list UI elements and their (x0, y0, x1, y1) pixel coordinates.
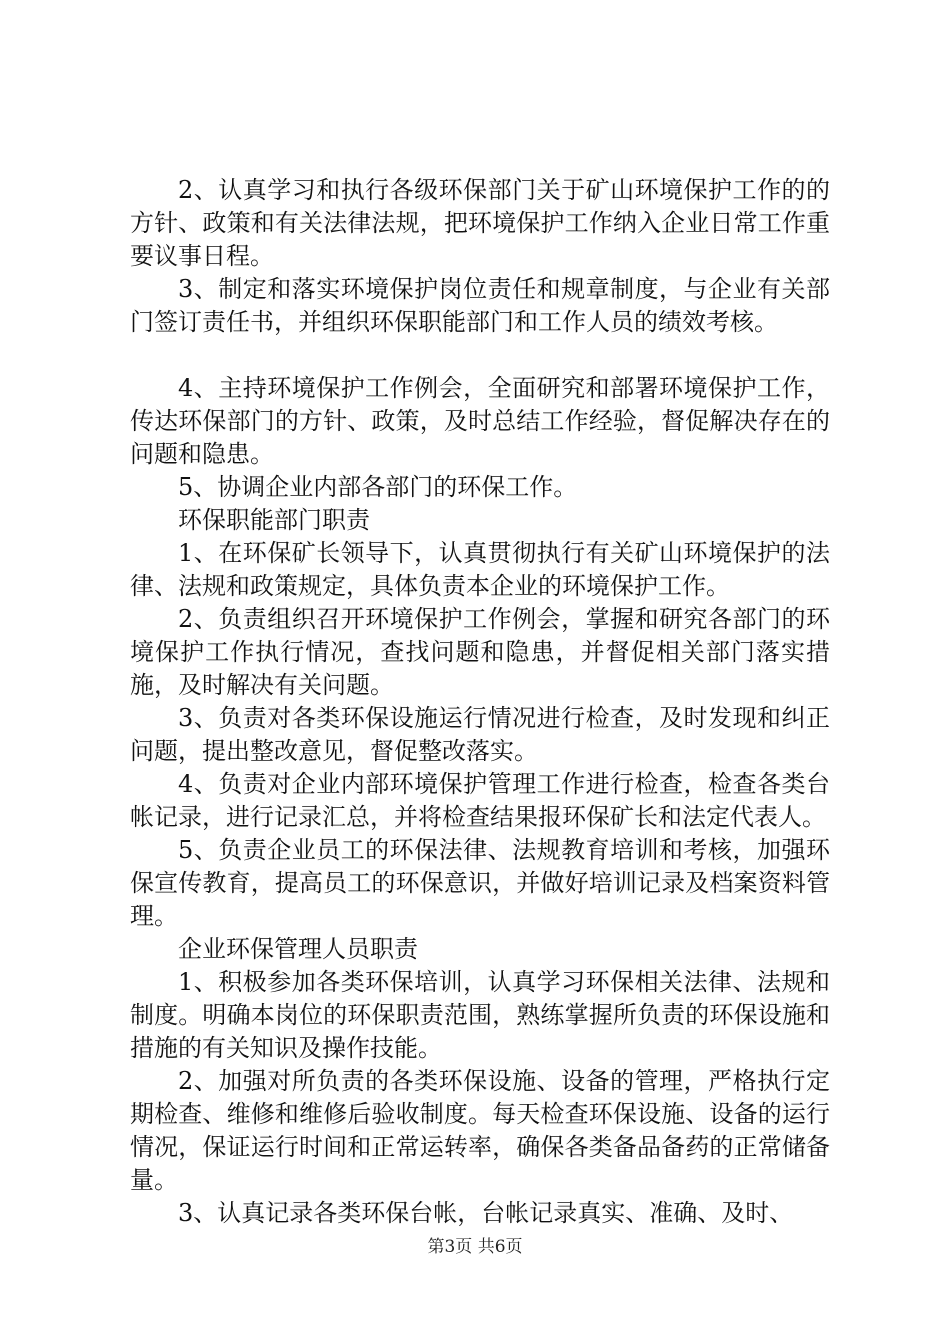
paragraph-10: 1、积极参加各类环保培训，认真学习环保相关法律、法规和制度。明确本岗位的环保职责范围，熟练掌握所负责的环保设施和措施的有关知识及操作技能。 (130, 968, 830, 1062)
paragraph-5: 1、在环保矿长领导下，认真贯彻执行有关矿山环境保护的法律、法规和政策规定，具体负责本企业的环境保护工作。 (130, 539, 830, 600)
paragraph-9: 5、负责企业员工的环保法律、法规教育培训和考核，加强环保宣传教育，提高员工的环保意识，并做好培训记录及档案资料管理。 (130, 836, 830, 930)
paragraph-4: 5、协调企业内部各部门的环保工作。 (178, 473, 578, 501)
paragraph-6: 2、负责组织召开环境保护工作例会，掌握和研究各部门的环境保护工作执行情况，查找问题和隐患，并督促相关部门落实措施，及时解决有关问题。 (130, 605, 830, 699)
paragraph-11: 2、加强对所负责的各类环保设施、设备的管理，严格执行定期检查、维修和维修后验收制度。每天检查环保设施、设备的运行情况，保证运行时间和正常运转率，确保各类备品备药的正常储备量。 (130, 1067, 830, 1194)
paragraph-8: 4、负责对企业内部环境保护管理工作进行检查，检查各类台帐记录，进行记录汇总，并将检查结果报环保矿长和法定代表人。 (130, 770, 830, 831)
section-heading-env-dept: 环保职能部门职责 (178, 506, 370, 534)
paragraph-3: 4、主持环境保护工作例会，全面研究和部署环境保护工作，传达环保部门的方针、政策，及时总结工作经验，督促解决存在的问题和隐患。 (130, 374, 830, 468)
paragraph-7: 3、负责对各类环保设施运行情况进行检查，及时发现和纠正问题，提出整改意见，督促整改落实。 (130, 704, 830, 765)
paragraph-1: 2、认真学习和执行各级环保部门关于矿山环境保护工作的的方针、政策和有关法律法规，把环境保护工作纳入企业日常工作重要议事日程。 (130, 176, 830, 270)
paragraph-gap (130, 339, 830, 372)
page-footer: 第3页 共6页 (427, 1237, 523, 1257)
paragraph-12: 3、认真记录各类环保台帐，台帐记录真实、准确、及时、 (178, 1199, 794, 1227)
document-body (130, 174, 830, 1230)
section-heading-env-staff: 企业环保管理人员职责 (178, 935, 418, 963)
paragraph-2: 3、制定和落实环境保护岗位责任和规章制度，与企业有关部门签订责任书，并组织环保职能部门和工作人员的绩效考核。 (130, 275, 830, 336)
